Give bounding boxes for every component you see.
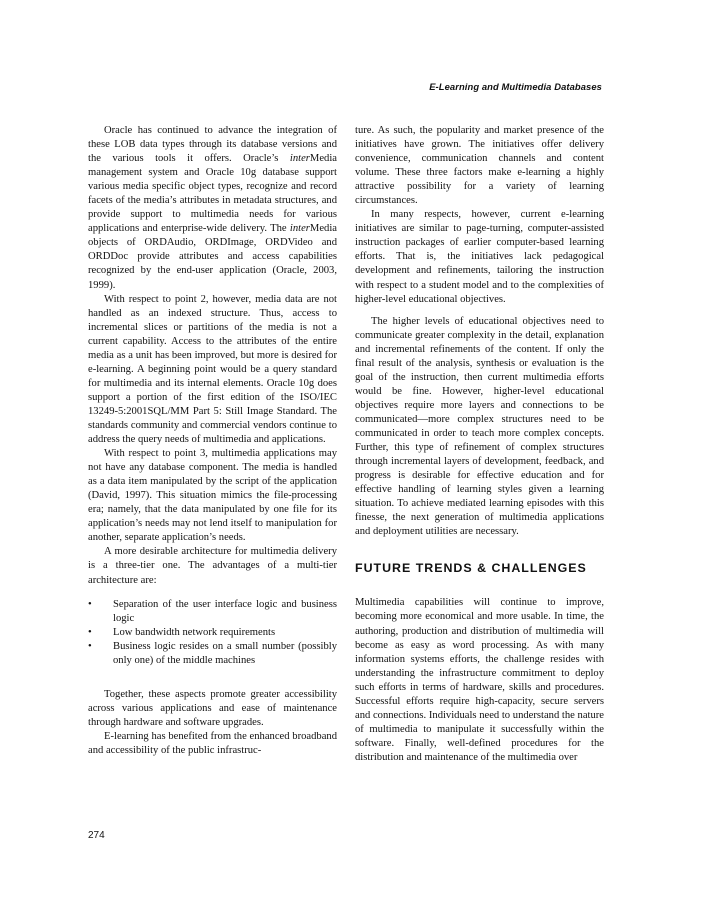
left-column (88, 124, 337, 758)
running-head: E-Learning and Multimedia Databases (429, 81, 602, 92)
paragraph: E-learning has benefited from the enhanced broadband and accessibility of the public infrastruc- (88, 730, 337, 756)
list-item: • Separation of the user interface logic and business logic (88, 598, 337, 626)
paragraph: Multimedia capabilities will continue to improve, becoming more economical and more usable. In time, the authoring, production and distribution of multimedia will become as easy as word processing. As with many information systems efforts, the challenge resides with understanding the infrastructure commitment to deploy such efforts in terms of hardware, skills and procedures. Successful efforts require high-capacity, secure servers and connections. Individuals need to understand the nature of multimedia to manipulate it successfully within the software. Finally, well-defined procedures for the distribution and maintenance of the multimedia over (355, 597, 604, 763)
paragraph: With respect to point 3, multimedia applications may not have any database component. The media is handled as a data item manipulated by the script of the application (David, 1997). This situation mimics the file-processing era; namely, that the data manipulated by one file for its application’s needs may not lend itself to manipulation for another, separate application’s needs. (88, 448, 337, 544)
section-heading: FUTURE TRENDS & CHALLENGES (355, 561, 587, 576)
list-item: • Business logic resides on a small number (possibly only one) of the middle machines (88, 640, 337, 668)
paragraph: A more desirable architecture for multimedia delivery is a three-tier one. The advantages of a multi-tier architecture are: (88, 546, 337, 586)
paragraph: In many respects, however, current e-learning initiatives are similar to page-turning, computer-assisted instruction packages of earlier computer-based learning efforts. That is, the initiatives lack pedagogical development and refinements, tailoring the instruction with respect to a student model and to the complexities of higher-level educational objectives. (355, 209, 604, 305)
right-column (355, 124, 604, 765)
page-number: 274 (88, 830, 105, 841)
bullet-list (88, 598, 337, 668)
paragraph: Together, these aspects promote greater accessibility across various applications and ease of maintenance through hardware and software upgrades. (88, 688, 337, 728)
paragraph: Oracle has continued to advance the integration of these LOB data types through its database versions and the various tools it offers. Oracle’s interMedia management system and Oracle 10g database support various media specific object types, recognize and record facets of the media’s attributes in metadata structures, and provide support to multimedia needs for various applications and enterprise-wide delivery. The interMedia objects of ORDAudio, ORDImage, ORDVideo and ORDDoc provide attributes and access capabilities recognized by the end-user application (Oracle, 2003, 1999). (88, 125, 337, 291)
list-item: • Low bandwidth network requirements (88, 626, 337, 640)
paragraph: The higher levels of educational objectives need to communicate greater complexity in the detail, explanation and incremental refinements of the content. If only the final result of the analysis, synthesis or evaluation is the goal of the instruction, then current multimedia efforts would be fine. However, higher-level educational objectives require more layers and connections to be communicated—more complex structures need to be communicated in order to teach more complex concepts. Further, this type of refinement of complex structures through incremental layers of development, feedback, and progress is desirable for effective education and for effective handling of learning styles given a learning situation. To achieve mediated learning episodes with this finesse, the next generation of multimedia applications and deployment utilities are necessary. (355, 315, 604, 538)
paragraph: ture. As such, the popularity and market presence of the initiatives have grown. The initiatives offer delivery convenience, communication channels and content volume. These three factors make e-learning a highly attractive possibility for a variety of learning circumstances. (355, 125, 604, 207)
paragraph: With respect to point 2, however, media data are not handled as an indexed structure. Thus, access to incremental slices or partitions of the media is not a current capability. Access to the attributes of the entire media as a unit has been improved, but more is desired for e-learning. A beginning point would be a query standard for multimedia and its internal elements. Oracle 10g does support a portion of the first edition of the ISO/IEC 13249-5:2001SQL/MM Part 5: Still Image Standard. The standards community and commercial vendors continue to address the query needs of multimedia and applications. (88, 293, 337, 446)
